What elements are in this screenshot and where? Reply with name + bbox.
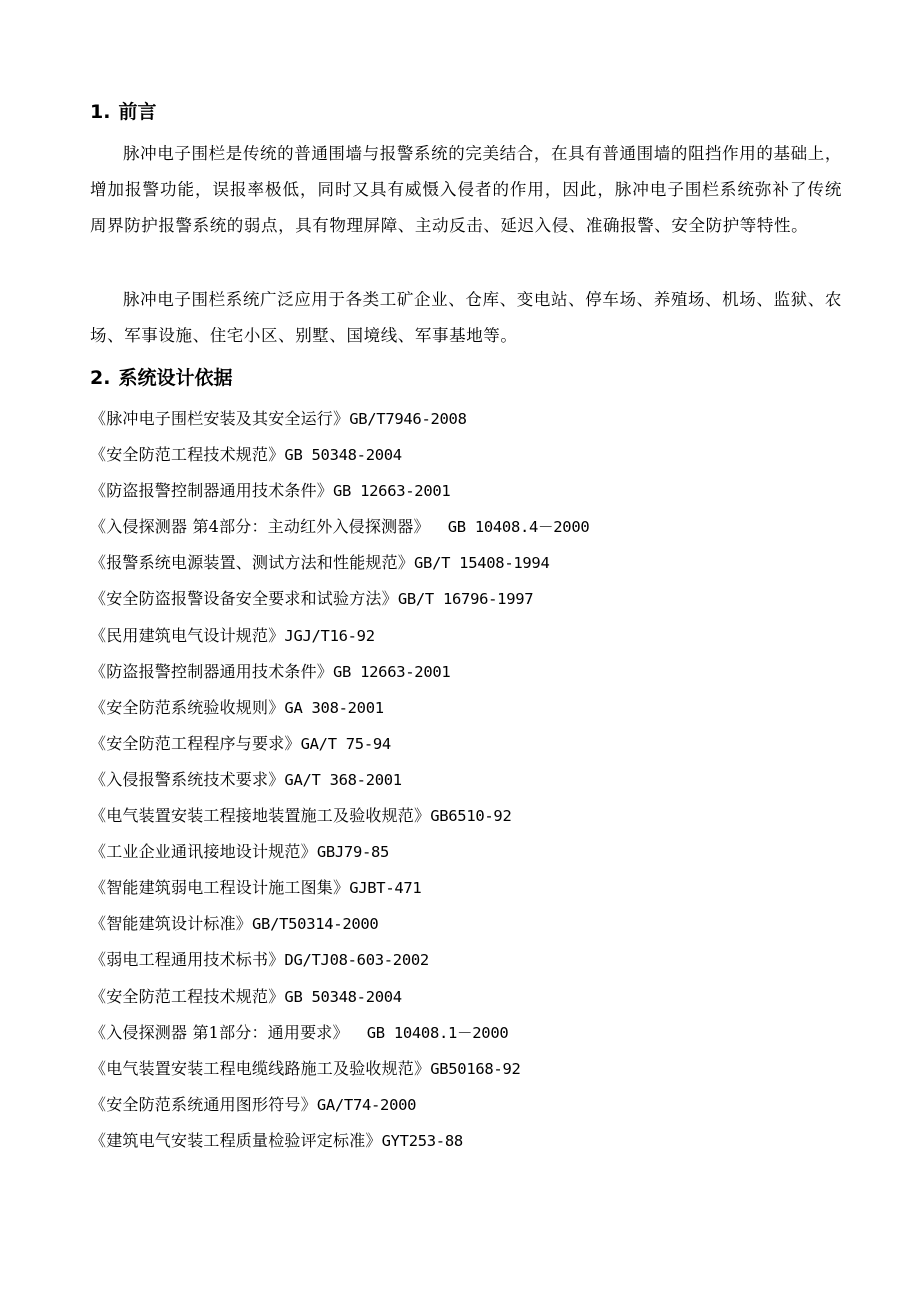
reference-item bbox=[90, 621, 589, 657]
reference-code: DG/TJ08-603-2002 bbox=[284, 951, 429, 970]
reference-item bbox=[90, 837, 589, 873]
reference-item bbox=[90, 548, 589, 584]
reference-code: GA/T 368-2001 bbox=[284, 770, 402, 789]
reference-item bbox=[90, 512, 589, 548]
reference-code: GB 50348-2004 bbox=[284, 446, 402, 465]
reference-item bbox=[90, 1054, 589, 1090]
reference-title: 《建筑电气安装工程质量检验评定标准》 bbox=[90, 1130, 382, 1150]
reference-item bbox=[90, 873, 589, 909]
reference-item bbox=[90, 693, 589, 729]
reference-item bbox=[90, 657, 589, 693]
reference-title: 《入侵报警系统技术要求》 bbox=[90, 769, 285, 789]
reference-item bbox=[90, 1090, 589, 1126]
reference-item bbox=[90, 982, 589, 1018]
reference-item bbox=[90, 729, 589, 765]
section-title: 系统设计依据 bbox=[118, 367, 233, 389]
reference-code: GB6510-92 bbox=[430, 807, 512, 826]
reference-title: 《电气装置安装工程电缆线路施工及验收规范》 bbox=[90, 1058, 431, 1078]
reference-title: 《电气装置安装工程接地装置施工及验收规范》 bbox=[90, 806, 431, 826]
reference-item bbox=[90, 1126, 589, 1162]
reference-code: GA 308-2001 bbox=[284, 698, 384, 717]
reference-code: GB 10408.1－2000 bbox=[348, 1023, 509, 1042]
preface-paragraph-2: 脉冲电子围栏系统广泛应用于各类工矿企业、仓库、变电站、停车场、养殖场、机场、监狱、农场、军事设施、住宅小区、别墅、国境线、军事基地等。 bbox=[90, 290, 842, 345]
reference-item bbox=[90, 765, 589, 801]
reference-title: 《安全防盗报警设备安全要求和试验方法》 bbox=[90, 589, 398, 609]
preface-paragraph-1: 脉冲电子围栏是传统的普通围墙与报警系统的完美结合，在具有普通围墙的阻挡作用的基础上，增加报警功能，误报率极低，同时又具有威慑入侵者的作用，因此，脉冲电子围栏系统弥补了传统周界防护报警系统的弱点，具有物理屏障、主动反击、延迟入侵、准确报警、安全防护等特性。 bbox=[90, 144, 842, 235]
reference-title: 《安全防范工程程序与要求》 bbox=[90, 733, 301, 753]
reference-item bbox=[90, 476, 589, 512]
reference-code: GB 12663-2001 bbox=[333, 662, 451, 681]
reference-code: GB/T 15408-1994 bbox=[414, 554, 550, 573]
reference-item bbox=[90, 440, 589, 476]
reference-title: 《脉冲电子围栏安装及其安全运行》 bbox=[90, 409, 350, 428]
reference-code: JGJ/T16-92 bbox=[284, 626, 375, 645]
reference-code: GBJ79-85 bbox=[316, 843, 390, 862]
reference-item bbox=[90, 945, 589, 981]
reference-code: GA/T 75-94 bbox=[300, 734, 391, 753]
reference-code: GB 10408.4－2000 bbox=[429, 518, 590, 537]
reference-title: 《安全防范系统通用图形符号》 bbox=[90, 1094, 317, 1114]
reference-code: GB50168-92 bbox=[430, 1059, 521, 1078]
section-heading-preface bbox=[90, 100, 156, 124]
reference-item bbox=[90, 801, 589, 837]
reference-title: 《安全防范工程技术规范》 bbox=[90, 986, 285, 1006]
reference-title: 《防盗报警控制器通用技术条件》 bbox=[90, 661, 334, 681]
reference-title: 《安全防范工程技术规范》 bbox=[90, 445, 285, 465]
reference-item bbox=[90, 584, 589, 620]
reference-list bbox=[90, 404, 589, 1162]
reference-title: 《智能建筑弱电工程设计施工图集》 bbox=[90, 878, 350, 898]
reference-title: 《弱电工程通用技术标书》 bbox=[90, 950, 285, 970]
reference-title: 《防盗报警控制器通用技术条件》 bbox=[90, 481, 334, 501]
reference-title: 《报警系统电源装置、测试方法和性能规范》 bbox=[90, 553, 415, 573]
reference-item bbox=[90, 404, 589, 440]
reference-title: 《智能建筑设计标准》 bbox=[90, 914, 253, 934]
reference-item bbox=[90, 909, 589, 945]
section-number: 2. bbox=[90, 367, 111, 389]
reference-title: 《入侵探测器 第1部分：通用要求》 bbox=[90, 1022, 349, 1042]
reference-code: GB 50348-2004 bbox=[284, 987, 402, 1006]
reference-title: 《民用建筑电气设计规范》 bbox=[90, 625, 285, 645]
section-title: 前言 bbox=[118, 101, 157, 123]
reference-code: GB/T7946-2008 bbox=[349, 410, 467, 428]
reference-title: 《安全防范系统验收规则》 bbox=[90, 697, 285, 717]
reference-code: GA/T74-2000 bbox=[316, 1095, 417, 1114]
reference-code: GB/T 16796-1997 bbox=[397, 590, 534, 609]
reference-code: GJBT-471 bbox=[349, 879, 422, 898]
reference-item bbox=[90, 1018, 589, 1054]
reference-code: GB 12663-2001 bbox=[333, 482, 451, 501]
reference-code: GB/T50314-2000 bbox=[252, 915, 379, 934]
section-number: 1. bbox=[90, 101, 111, 123]
section-heading-design-basis bbox=[90, 366, 232, 390]
reference-code: GYT253-88 bbox=[381, 1131, 463, 1150]
reference-title: 《入侵探测器 第4部分：主动红外入侵探测器》 bbox=[90, 517, 430, 537]
reference-title: 《工业企业通讯接地设计规范》 bbox=[90, 842, 317, 862]
